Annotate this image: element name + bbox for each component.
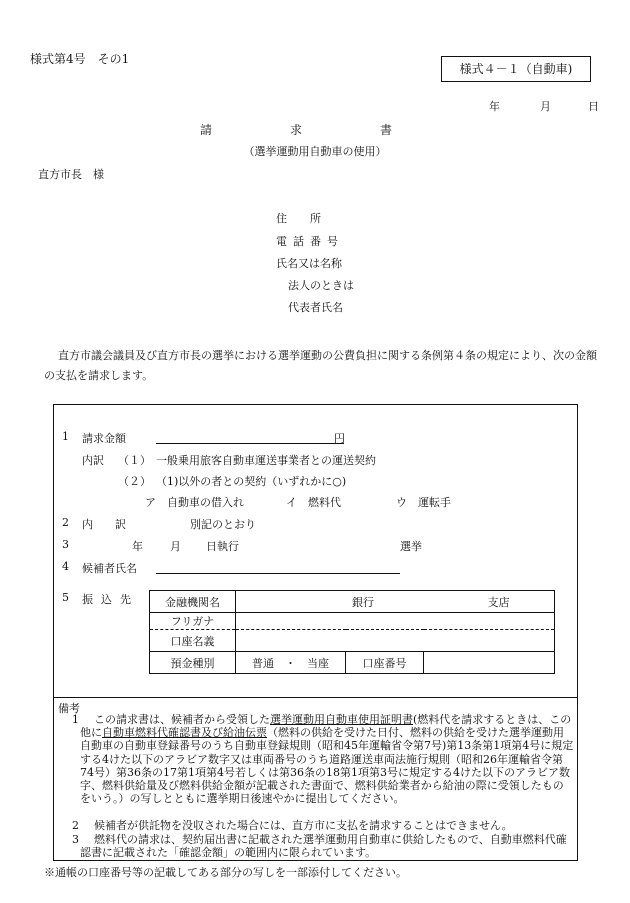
candidate-name-field[interactable] — [156, 573, 400, 574]
footer-note: ※通帳の口座番号等の記載してある部分の写しを一部添付してください。 — [44, 866, 407, 879]
option2-text: （1)以外の者との契約（いずれかに○) — [156, 475, 347, 488]
institution-label: 金融機関名 — [150, 591, 236, 613]
account-number-label: 口座番号 — [346, 652, 424, 674]
date-month-label: 月 — [540, 100, 551, 113]
election-label: 選挙 — [400, 540, 422, 553]
deposit-type-label: 預金種別 — [150, 652, 236, 674]
branch-suffix: 支店 — [487, 595, 510, 609]
breakdown-label: 内訳 — [82, 454, 104, 467]
bank-account-table — [149, 590, 555, 674]
item2-label: 内 訳 — [82, 518, 126, 531]
furigana-field[interactable] — [236, 613, 555, 630]
election-day: 日執行 — [206, 540, 239, 553]
suboption-vehicle-rental[interactable]: ア 自動車の借入れ — [145, 496, 244, 509]
deposit-type-options[interactable]: 普通 ・ 当座 — [236, 652, 346, 674]
item2-value: 別記のとおり — [190, 518, 256, 531]
note1-text: この請求書は、候補者から受領した選挙運動用自動車使用証明書(燃料代を請求するときは、この他に自動車燃料代確認書及び給油伝票（燃料の供給を受けた日付、燃料の供給を受けた選挙運動用自動車の自動車登録番号のうち自動車登録規則（昭和45年運輸省令第7号)第13条第1項第4号に規定する4けた以下のアラビア数字又は車両番号のうち道路運送車両法施行規則（昭和26年運輸省令第74号）第36条の17第1項第4号若しくは第36条の18第1項第3号に規定する4けた以下のアラビア数字、燃料供給量及び燃料供給金額が記載された書面で、燃料供給業者から給油の際に受領したものをいう。）の写しとともに選挙期日後速やかに提出してください。 — [80, 713, 574, 806]
note3-text: 燃料代の請求は、契約届出書に記載された選挙運動用自動車に供給したもので、自動車燃料代確認書に記載された「確認金額」の範囲内に限られています。 — [80, 833, 567, 860]
date-year-label: 年 — [489, 100, 500, 113]
option1-text: 一般乗用旅客自動車運送事業者との運送契約 — [156, 454, 376, 467]
note2-text: 候補者が供託物を没収された場合には、直方市に支払を請求することはできません。 — [94, 819, 513, 832]
notes-heading: 備考 — [58, 702, 80, 715]
form-number: 様式第4号 その1 — [30, 52, 130, 66]
option2-number[interactable]: （２） — [118, 475, 151, 488]
applicant-address-label: 住 所 — [276, 212, 327, 225]
note3-number: 3 — [72, 833, 79, 846]
institution-field[interactable] — [236, 591, 555, 613]
date-day-label: 日 — [588, 100, 599, 113]
item1-label: 請求金額 — [82, 432, 126, 445]
applicant-name-label: 氏名又は名称 — [276, 257, 342, 270]
item3-number: 3 — [62, 538, 69, 551]
suboption-fuel[interactable]: イ 燃料代 — [286, 496, 341, 509]
request-statement: 直方市議会議員及び直方市長の選挙における選挙運動の公費負担に関する条例第４条の規定により、次の金額の支払を請求します。 — [44, 349, 597, 382]
account-name-field[interactable] — [236, 630, 555, 652]
account-name-label: 口座名義 — [150, 630, 236, 652]
form-type-box: 様式４－１（自動車) — [441, 56, 591, 82]
yen-unit: 円 — [334, 432, 345, 445]
item2-number: 2 — [62, 516, 69, 529]
applicant-phone-label: 電話番号 — [276, 235, 344, 248]
item1-number: 1 — [62, 430, 69, 443]
election-month: 月 — [170, 540, 181, 553]
election-year: 年 — [132, 540, 143, 553]
option1-number[interactable]: （１） — [118, 454, 151, 467]
item5-number: 5 — [62, 591, 69, 604]
note1-number: 1 — [72, 713, 79, 726]
applicant-corp-label: 法人のときは — [288, 279, 354, 292]
bank-suffix: 銀行 — [352, 595, 374, 609]
document-title: 請求書 — [200, 123, 471, 137]
notes-divider — [53, 697, 578, 698]
note2-number: 2 — [72, 819, 79, 832]
applicant-rep-label: 代表者氏名 — [288, 301, 343, 314]
transfer-label: 振込先 — [82, 593, 139, 606]
candidate-name-label: 候補者氏名 — [82, 562, 137, 575]
suboption-driver[interactable]: ウ 運転手 — [396, 496, 451, 509]
furigana-label: フリガナ — [150, 613, 236, 630]
amount-field[interactable] — [156, 443, 344, 444]
addressee: 直方市長 様 — [38, 168, 104, 181]
account-number-field[interactable] — [424, 652, 555, 674]
document-subtitle: （選挙運動用自動車の使用） — [243, 145, 387, 158]
item4-number: 4 — [62, 560, 69, 573]
